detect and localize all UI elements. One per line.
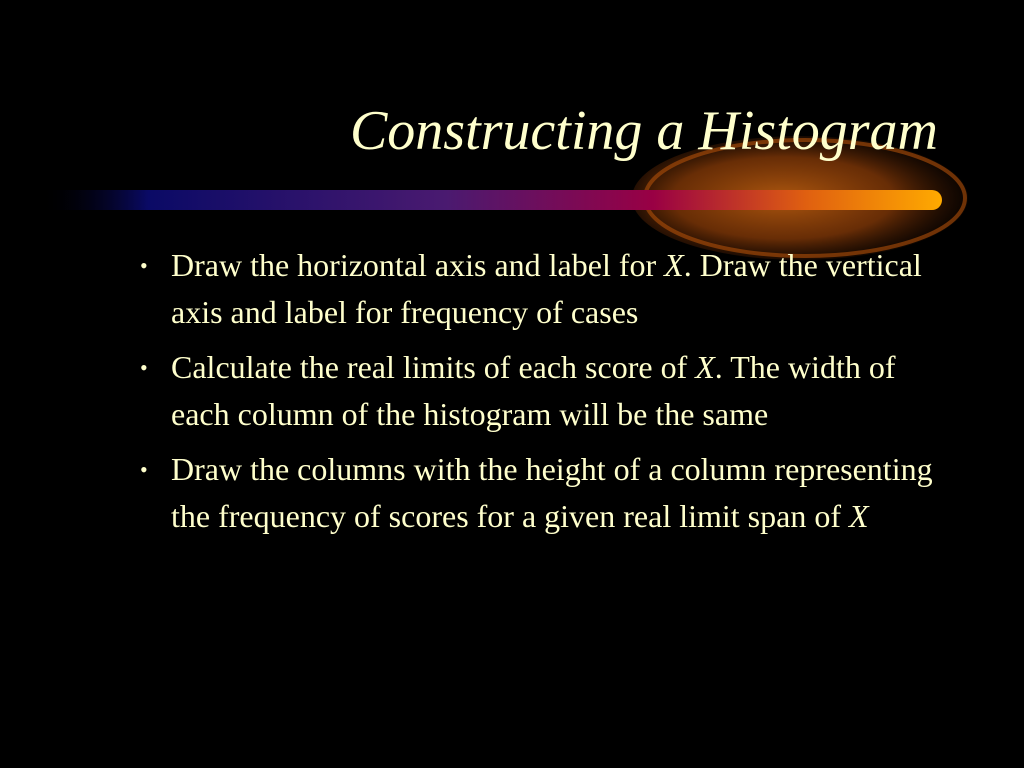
bullet-item — [140, 344, 940, 438]
variable-x: X — [848, 498, 869, 534]
gradient-bar — [40, 190, 942, 210]
bullet-dot: • — [140, 253, 148, 278]
bullet-text: Draw the horizontal axis and label for — [171, 247, 665, 283]
bullet-dot: • — [140, 355, 148, 380]
bullet-text: Calculate the real limits of each score of — [171, 349, 696, 385]
variable-x: X — [664, 247, 684, 283]
bullet-item — [140, 242, 940, 336]
bullet-text-continued: . The width of each column of the histogram will be the same — [171, 349, 896, 432]
bullet-item — [140, 446, 940, 540]
bullet-text-continued: . Draw the vertical axis and label for frequency of cases — [171, 247, 922, 330]
bullet-dot: • — [140, 457, 148, 482]
variable-x: X — [695, 349, 715, 385]
slide-title: Constructing a Histogram — [349, 100, 938, 162]
bullet-list — [140, 242, 940, 548]
bullet-text: Draw the columns with the height of a column representing the frequency of scores for a given real limit span of — [171, 451, 933, 534]
